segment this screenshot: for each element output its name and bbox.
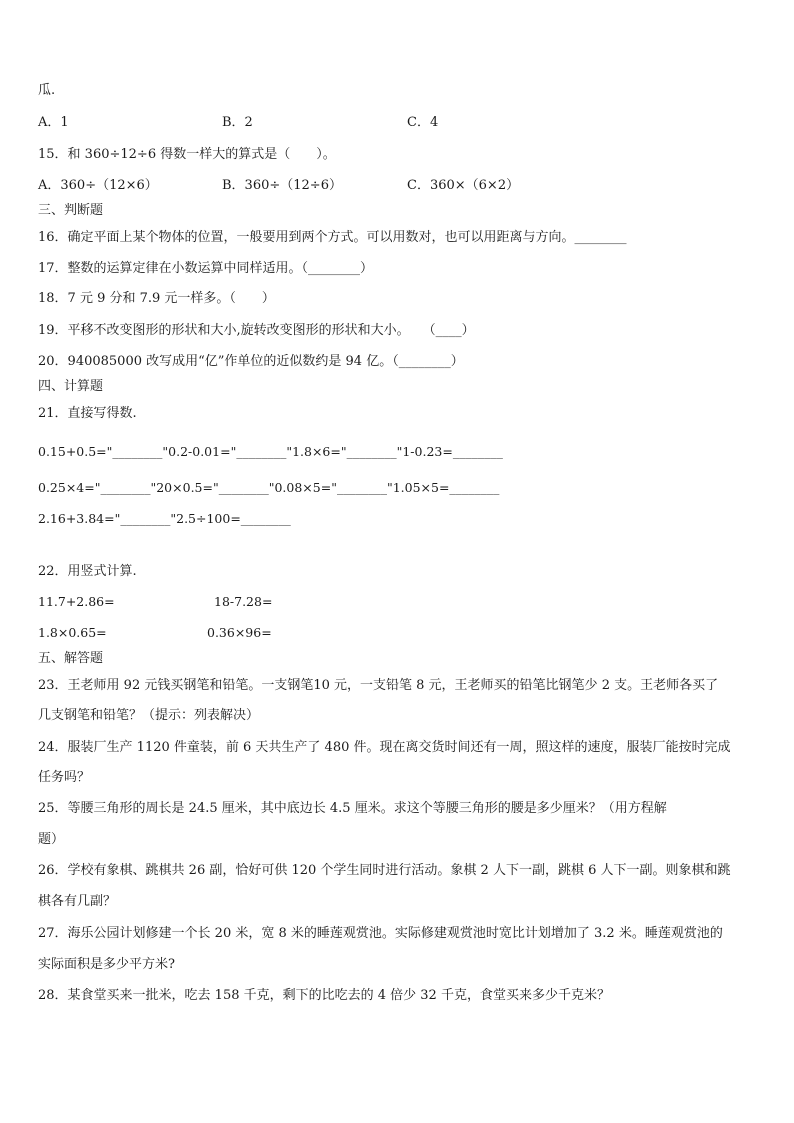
q22-item-3: 1.8×0.65= (38, 625, 107, 640)
q24-line-1: 24．服装厂生产 1120 件童装，前 6 天共生产了 480 件。现在离交货时间还有一周，照这样的速度，服装厂能按时完成 (38, 740, 731, 755)
q22-item-1: 11.7+2.86= (38, 594, 115, 609)
q26-line-1: 26．学校有象棋、跳棋共 26 副，恰好可供 120 个学生同时进行活动。象棋 2 人下一副，跳棋 6 人下一副。则象棋和跳 (38, 863, 731, 878)
q25-line-1: 25．等腰三角形的周长是 24.5 厘米，其中底边长 4.5 厘米。求这个等腰三角形的腰是多少厘米？（用方程解 (38, 801, 667, 816)
q16: 16．确定平面上某个物体的位置，一般要用到两个方式。可以用数对，也可以用距离与方向。________ (38, 230, 627, 245)
q21-stem: 21．直接写得数. (38, 406, 137, 421)
section-4-heading: 四、计算题 (38, 379, 104, 394)
q24-line-2: 任务吗？ (38, 770, 91, 785)
q21-row-1: 0.15+0.5="________"0.2-0.01="________"1.8×6="________"1-0.23=________ (38, 444, 503, 459)
q23-line-2: 几支钢笔和铅笔？（提示：列表解决） (38, 708, 260, 723)
q17: 17．整数的运算定律在小数运算中同样适用。（________） (38, 261, 374, 276)
q14-option-a: A．1 (38, 115, 69, 130)
q25-line-2: 题） (38, 832, 65, 847)
section-3-heading: 三、判断题 (38, 203, 104, 218)
q21-row-2: 0.25×4="________"20×0.5="________"0.08×5="________"1.05×5=________ (38, 480, 500, 495)
q18: 18．7 元 9 分和 7.9 元一样多。（ ） (38, 291, 275, 306)
q19: 19．平移不改变图形的形状和大小,旋转改变图形的形状和大小。 （____） (38, 323, 475, 338)
q15-option-c: C．360×（6×2） (407, 178, 520, 193)
q27-line-2: 实际面积是多少平方米? (38, 957, 175, 972)
q28: 28．某食堂买来一批米，吃去 158 千克，剩下的比吃去的 4 倍少 32 千克，食堂买来多少千克米？ (38, 988, 610, 1003)
q14-option-b: B．2 (222, 115, 253, 130)
section-5-heading: 五、解答题 (38, 651, 104, 666)
q26-line-2: 棋各有几副？ (38, 894, 117, 909)
q22-item-2: 18-7.28= (214, 594, 273, 609)
q21-row-3: 2.16+3.84="________"2.5÷100=________ (38, 511, 291, 526)
q15-option-b: B．360÷（12÷6） (222, 178, 342, 193)
q27-line-1: 27．海乐公园计划修建一个长 20 米，宽 8 米的睡莲观赏池。实际修建观赏池时宽比计划增加了 3.2 米。睡莲观赏池的 (38, 926, 723, 941)
q22-stem: 22．用竖式计算. (38, 564, 137, 579)
q15-option-a: A．360÷（12×6） (38, 178, 158, 193)
q23-line-1: 23．王老师用 92 元钱买钢笔和铅笔。一支钢笔10 元，一支铅笔 8 元，王老师买的铅笔比钢笔少 2 支。王老师各买了 (38, 678, 719, 693)
q14-option-c: C．4 (407, 115, 439, 130)
q15-stem: 15．和 360÷12÷6 得数一样大的算式是（ ）。 (38, 147, 336, 162)
q14-tail: 瓜. (38, 83, 56, 98)
q22-item-4: 0.36×96= (207, 625, 272, 640)
q20: 20．940085000 改写成用“亿”作单位的近似数约是 94 亿。（________） (38, 354, 464, 369)
